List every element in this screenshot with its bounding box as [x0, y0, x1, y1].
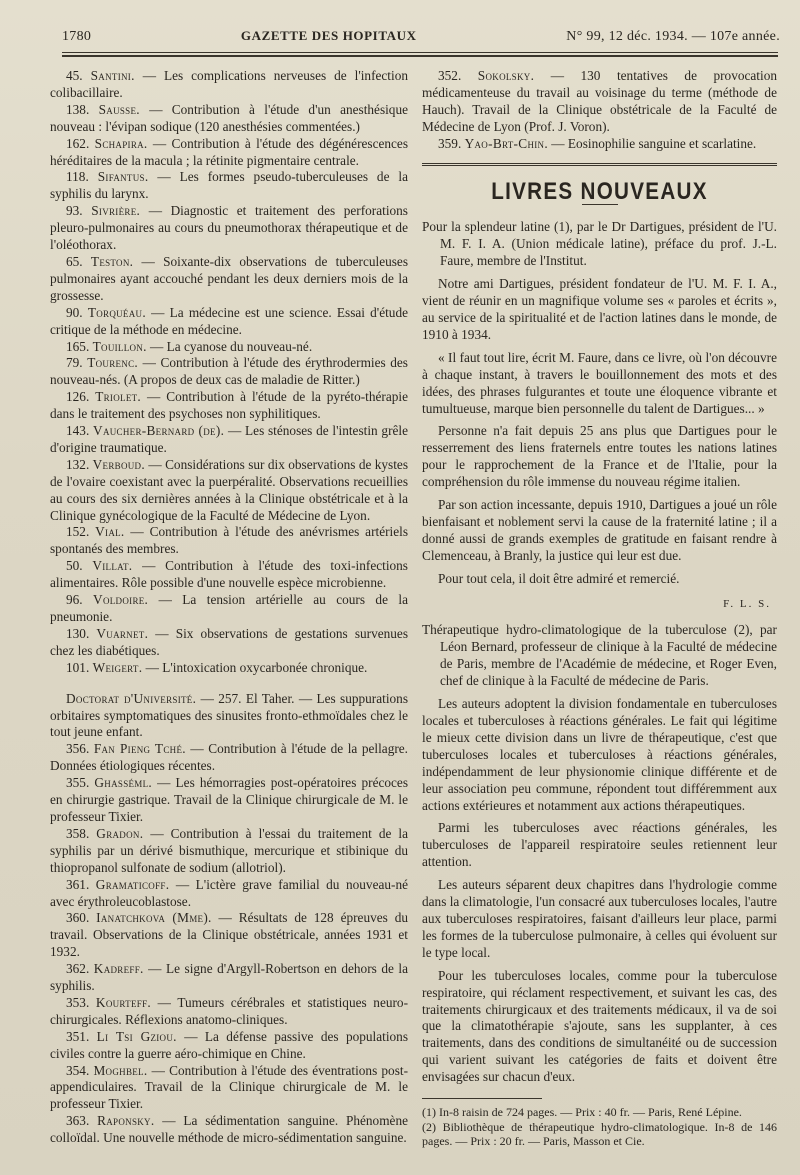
- issue-info: N° 99, 12 déc. 1934. — 107e année.: [566, 29, 780, 44]
- entry-number: 118.: [66, 169, 98, 185]
- entry-number: 45.: [66, 68, 91, 83]
- review-signature: F. L. S.: [723, 597, 771, 610]
- review-paragraph: « Il faut tout lire, écrit M. Faure, dans ce livre, où l'on découvre à chaque instant, à travers le bouillonnement des mots et des idées, des phrases fulgurantes et toute une éloquence vibrante et tumultueuse, marque bien personnelle du talent de Dartigues... »: [422, 349, 777, 416]
- review-paragraph: Les auteurs séparent deux chapitres dans l'hydrologie comme dans la climatologie, l'un consacré aux tuberculoses locales, l'autre aux tuberculoses respiratoires, faisant d'ailleurs leur place, parmi les formes de la tuberculose pulmonaire, à celles qui évoluent sur le type local.: [422, 877, 777, 960]
- entry-title: — L'intoxication oxycarbonée chronique.: [142, 659, 368, 675]
- thesis-entry: [50, 1063, 408, 1114]
- entry-title: — La sédimentation sanguine. Phénomène colloïdal. Une nouvelle méthode de micro-sédimentation sanguine.: [50, 1113, 409, 1146]
- review-heading: Thérapeutique hydro-climatologique de la tuberculose (2), par Léon Bernard, professeur de clinique à la Faculté de médecine de Paris, membre de l'Académie de médecine, et Roger Even, chef de clinique à la Faculté de médecine de Paris.: [422, 622, 777, 689]
- entry-author: Ghasséml.: [94, 775, 153, 791]
- entry-author: Verboud.: [92, 456, 145, 472]
- running-head: [62, 28, 780, 50]
- book-review-2: [422, 622, 777, 1086]
- footnotes: [422, 1105, 777, 1149]
- footnote: (1) In-8 raisin de 724 pages. — Prix : 40 fr. — Paris, René Lépine.: [422, 1105, 742, 1120]
- entry-title: — Contribution à l'étude de la pellagre. Données étiologiques récentes.: [50, 741, 409, 774]
- review-paragraph: Parmi les tuberculoses avec réactions générales, les tuberculoses de l'appareil respiratoire seules retiennent leur attention.: [422, 820, 777, 870]
- entry-author: Tourenc.: [87, 355, 139, 371]
- entry-number: 138.: [66, 101, 99, 117]
- thesis-entry: [50, 1113, 408, 1147]
- entry-author: Villat.: [92, 558, 133, 574]
- entry-title: — Soixante-dix observations de tuberculeuses pulmonaires ayant accouché pendant les deux derniers mois de la grossesse.: [50, 253, 408, 303]
- entry-title: — La cyanose du nouveau-né.: [146, 338, 313, 354]
- section-gap: [50, 677, 408, 691]
- entry-author: Li Tsi Gziou.: [96, 1028, 177, 1044]
- thesis-entry: [422, 136, 777, 153]
- thesis-entry: [50, 423, 408, 457]
- entry-number: 90.: [66, 304, 88, 320]
- entry-author: Torquéau.: [87, 304, 146, 320]
- thesis-entry: [50, 592, 408, 626]
- page-number: 1780: [62, 29, 92, 44]
- entry-author: Vaucher-Bernard (de).: [93, 423, 225, 439]
- entry-number: 354.: [66, 1062, 94, 1078]
- entry-author: Moghbel.: [93, 1062, 148, 1078]
- title-underline: [582, 204, 618, 205]
- entry-author: Sivrière.: [91, 203, 141, 219]
- thesis-entry: [50, 254, 408, 305]
- entry-author: Teston.: [90, 253, 134, 269]
- thesis-entry: [50, 995, 408, 1029]
- entry-title: — La défense passive des populations civiles contre la guerre aéro-chimique en Chine.: [50, 1028, 409, 1061]
- entry-title: — Contribution à l'essai du traitement de la syphilis par un dérivé bismuthique, mercurique et stibinique du thiopropanol sulfonate de sodium (allotriol).: [50, 825, 408, 875]
- entry-author: Sifantus.: [97, 169, 149, 185]
- entry-number: 101.: [66, 659, 93, 675]
- entry-title: — Contribution à l'étude d'un anesthésique nouveau : l'évipan sodique (120 anesthésies commentées.): [50, 101, 409, 134]
- thesis-entry: [50, 558, 408, 592]
- entry-author: Sausse.: [98, 101, 140, 117]
- entry-number: 356.: [66, 741, 94, 757]
- thesis-entry: [50, 961, 408, 995]
- entry-number: 152.: [66, 524, 96, 540]
- entry-title: — Contribution à l'étude des dégénérescences héréditaires de la macula ; la rétinite pigmentaire centrale.: [50, 135, 409, 168]
- thesis-entry: [50, 524, 408, 558]
- entry-number: 352.: [438, 68, 478, 83]
- thesis-entry: [50, 305, 408, 339]
- review-paragraph: Notre ami Dartigues, président fondateur de l'U. M. F. I. A., vient de réunir en un magnifique volume ses « paroles et écrits », au service de la spiritualité et de l'action latines dans le monde, de 1910 à 1934.: [422, 276, 777, 342]
- entry-title: — Eosinophilie sanguine et scarlatine.: [547, 135, 757, 151]
- entry-number: 162.: [66, 135, 95, 151]
- university-thesis-list: [50, 691, 408, 1147]
- thesis-list-continued: [422, 68, 777, 153]
- thesis-entry: [50, 741, 408, 775]
- entry-title: — Contribution à l'étude des érythrodermies des nouveau-nés. (A propos de deux cas de maladie de Ritter.): [50, 355, 408, 388]
- entry-number: 130.: [66, 625, 97, 641]
- entry-title: — Contribution à l'étude de la pyréto-thérapie dans le traitement des psychoses non syphilitiques.: [50, 389, 408, 422]
- thesis-entry: [50, 775, 408, 826]
- entry-author: Yao-Brt-Chin.: [464, 135, 548, 151]
- footnote-rule: [422, 1098, 542, 1099]
- thesis-entry: [50, 877, 408, 911]
- entry-number: 355.: [66, 775, 95, 791]
- header-rule: [62, 52, 778, 57]
- entry-author: Gramaticoff.: [95, 876, 170, 892]
- entry-number: 362.: [66, 961, 94, 977]
- thesis-entry: [422, 68, 777, 136]
- right-column: [422, 68, 777, 1149]
- entry-author: Doctorat d'Université.: [66, 690, 197, 706]
- thesis-entry: [50, 339, 408, 356]
- review-paragraph: Personne n'a fait depuis 25 ans plus que Dartigues pour le resserrement des liens fraternels entre toutes les nations latines pour le rapprochement de la France et de l'Italie, pour la compréhension du rôle immense du nouveau régime italien.: [422, 423, 777, 490]
- entry-author: Schapira.: [94, 135, 148, 151]
- entry-author: Fan Pieng Tché.: [93, 741, 186, 757]
- thesis-entry: [50, 169, 408, 203]
- entry-number: 132.: [66, 456, 93, 472]
- entry-number: 79.: [66, 355, 88, 371]
- entry-title: — La tension artérielle au cours de la pneumonie.: [50, 592, 408, 624]
- thesis-entry: [50, 102, 408, 136]
- thesis-entry: [50, 910, 408, 961]
- thesis-entry: [50, 136, 408, 170]
- footnote: (2) Bibliothèque de thérapeutique hydro-climatologique. In-8 de 146 pages. — Prix : 20 fr. — Paris, Masson et Cie.: [422, 1119, 777, 1149]
- entry-number: 165.: [66, 338, 93, 354]
- entry-number: 50.: [66, 558, 93, 574]
- thesis-entry: [50, 826, 408, 877]
- entry-author: Sokolsky.: [477, 68, 535, 83]
- entry-author: Santini.: [90, 68, 135, 83]
- entry-title: — Les hémorragies post-opératoires précoces en chirurgie gastrique. Travail de la Clinique chirurgicale de M. le professeur Tixier.: [50, 775, 408, 824]
- entry-author: Weigert.: [92, 659, 143, 675]
- entry-number: 363.: [66, 1113, 98, 1129]
- entry-title: — 130 tentatives de provocation médicamenteuse du travail au voisinage du terme (méthode de Hauch). Travail de la Clinique obstétricale de la Faculté de Médecine de Lyon (Prof. J. Voron).: [422, 68, 777, 134]
- section-title: LIVRES NOUVEAUX: [491, 177, 708, 205]
- thesis-entry: [50, 389, 408, 423]
- entry-number: 361.: [66, 876, 96, 892]
- entry-title: — La médecine est une science. Essai d'étude critique de la méthode en médecine.: [50, 304, 408, 337]
- thesis-entry: [50, 457, 408, 525]
- review-paragraph: Les auteurs adoptent la division fondamentale en tuberculoses locales et tuberculoses à réactions générales. Le fait qui légitime le mieux cette division dans un livre de thérapeutique, c'est que tuberculoses locales et tuberculoses à réactions générales, indépendamment de leur physionomie clinique différente et de leur association peu commune, répondent tout différemment aux actions extérieures et notamment aux actions thérapeutiques.: [422, 696, 777, 813]
- section-rule: [422, 163, 777, 170]
- thesis-list: [50, 68, 408, 677]
- entry-title: — Diagnostic et traitement des perforations pleuro-pulmonaires au cours du pneumothorax thérapeutique et de l'oléothorax.: [50, 203, 408, 253]
- thesis-entry: [50, 660, 408, 677]
- book-review-1: [422, 219, 777, 612]
- entry-author: Vial.: [95, 524, 125, 540]
- thesis-entry: [50, 355, 408, 389]
- entry-title: — Les sténoses de l'intestin grêle d'origine traumatique.: [50, 423, 408, 455]
- entry-author: Touillon.: [92, 338, 147, 354]
- left-column: [50, 68, 408, 1147]
- review-paragraph: Pour les tuberculoses locales, comme pour la tuberculose respiratoire, qui réclament respectivement, et suivant les cas, des traitements chirurgicaux et des traitements médicaux, il va de soi que la climatothérapie s'ajoute, sans les supplanter, à ces traitements, dans des conditions de simultanéité ou de succession qui varient suivant les catégories de faits et doivent être envisagées sur chacun d'eux.: [422, 967, 777, 1085]
- entry-author: Voldoire.: [93, 592, 149, 608]
- entry-number: 65.: [66, 253, 91, 269]
- entry-number: 351.: [66, 1028, 97, 1044]
- entry-number: 360.: [66, 910, 97, 926]
- entry-title: — L'ictère grave familial du nouveau-né avec érythroleucoblastose.: [50, 876, 409, 909]
- review-paragraph: Pour tout cela, il doit être admiré et remercié.: [438, 570, 680, 586]
- entry-author: Gradon.: [96, 825, 144, 841]
- entry-title: — Contribution à l'étude des éventrations post-appendiculaires. Travail de la Clinique chirurgicale de M. le professeur Tixier.: [50, 1062, 408, 1112]
- entry-number: 143.: [66, 423, 94, 439]
- entry-author: Triolet.: [95, 389, 142, 405]
- entry-author: Kourteff.: [95, 994, 152, 1010]
- entry-title: — 257. El Taher. — Les suppurations orbitaires symptomatiques des sinusites fronto-ethmoïdales chez le tout jeune enfant.: [50, 690, 408, 740]
- entry-number: 359.: [438, 135, 465, 151]
- entry-title: — Six observations de gestations survenues chez les diabétiques.: [50, 625, 408, 658]
- review-paragraph: Par son action incessante, depuis 1910, Dartigues a joué un rôle bienfaisant et noblement servi la cause de la fraternité latine ; il a donné aussi de grands exemples de gratitude en faisant rendre à Clemenceau, à Branly, la justice qui leur est due.: [422, 497, 777, 563]
- thesis-entry: [50, 691, 408, 742]
- entry-title: — Considérations sur dix observations de kystes de l'ovaire coexistant avec la puerpéralité. Observations recueillies au cours des six dernières années à la Clinique obstétricale et à la Clinique gynécologique de la Faculté de Médecine de Lyon.: [50, 456, 408, 523]
- thesis-entry: [50, 68, 408, 102]
- entry-title: — Contribution à l'étude des toxi-infections alimentaires. Rôle possible d'une nouvelle espèce microbienne.: [50, 558, 408, 591]
- entry-title: — Contribution à l'étude des anévrismes artériels spontanés des membres.: [50, 524, 409, 557]
- journal-title: GAZETTE DES HOPITAUX: [240, 28, 417, 43]
- entry-title: — Résultats de 128 épreuves du travail. Observations de la Clinique obstétricale, années 1931 et 1932.: [50, 910, 408, 960]
- entry-number: 353.: [66, 994, 96, 1010]
- entry-title: — Le signe d'Argyll-Robertson en dehors de la syphilis.: [50, 961, 408, 994]
- entry-number: 96.: [66, 592, 94, 608]
- entry-title: — Les complications nerveuses de l'infection colibacillaire.: [50, 68, 408, 100]
- thesis-entry: [50, 1029, 408, 1063]
- entry-title: — Les formes pseudo-tuberculeuses de la syphilis du larynx.: [50, 169, 408, 202]
- entry-author: Ianatchkova (Mme).: [96, 910, 212, 926]
- review-heading: Pour la splendeur latine (1), par le Dr Dartigues, président de l'U. M. F. I. A. (Union médicale latine), préface du prof. J.-L. Faure, membre de l'Institut.: [422, 219, 777, 269]
- entry-author: Kadreff.: [93, 961, 144, 977]
- thesis-entry: [50, 203, 408, 254]
- thesis-entry: [50, 626, 408, 660]
- entry-number: 93.: [66, 203, 92, 219]
- review-body: [422, 276, 777, 587]
- entry-author: Raponsky.: [97, 1113, 155, 1129]
- entry-number: 126.: [66, 389, 96, 405]
- entry-number: 358.: [66, 825, 97, 841]
- review-body: [422, 696, 777, 1086]
- entry-title: — Tumeurs cérébrales et statistiques neuro-chirurgicales. Réflexions anatomo-cliniques.: [50, 994, 409, 1027]
- entry-author: Vuarnet.: [96, 625, 149, 641]
